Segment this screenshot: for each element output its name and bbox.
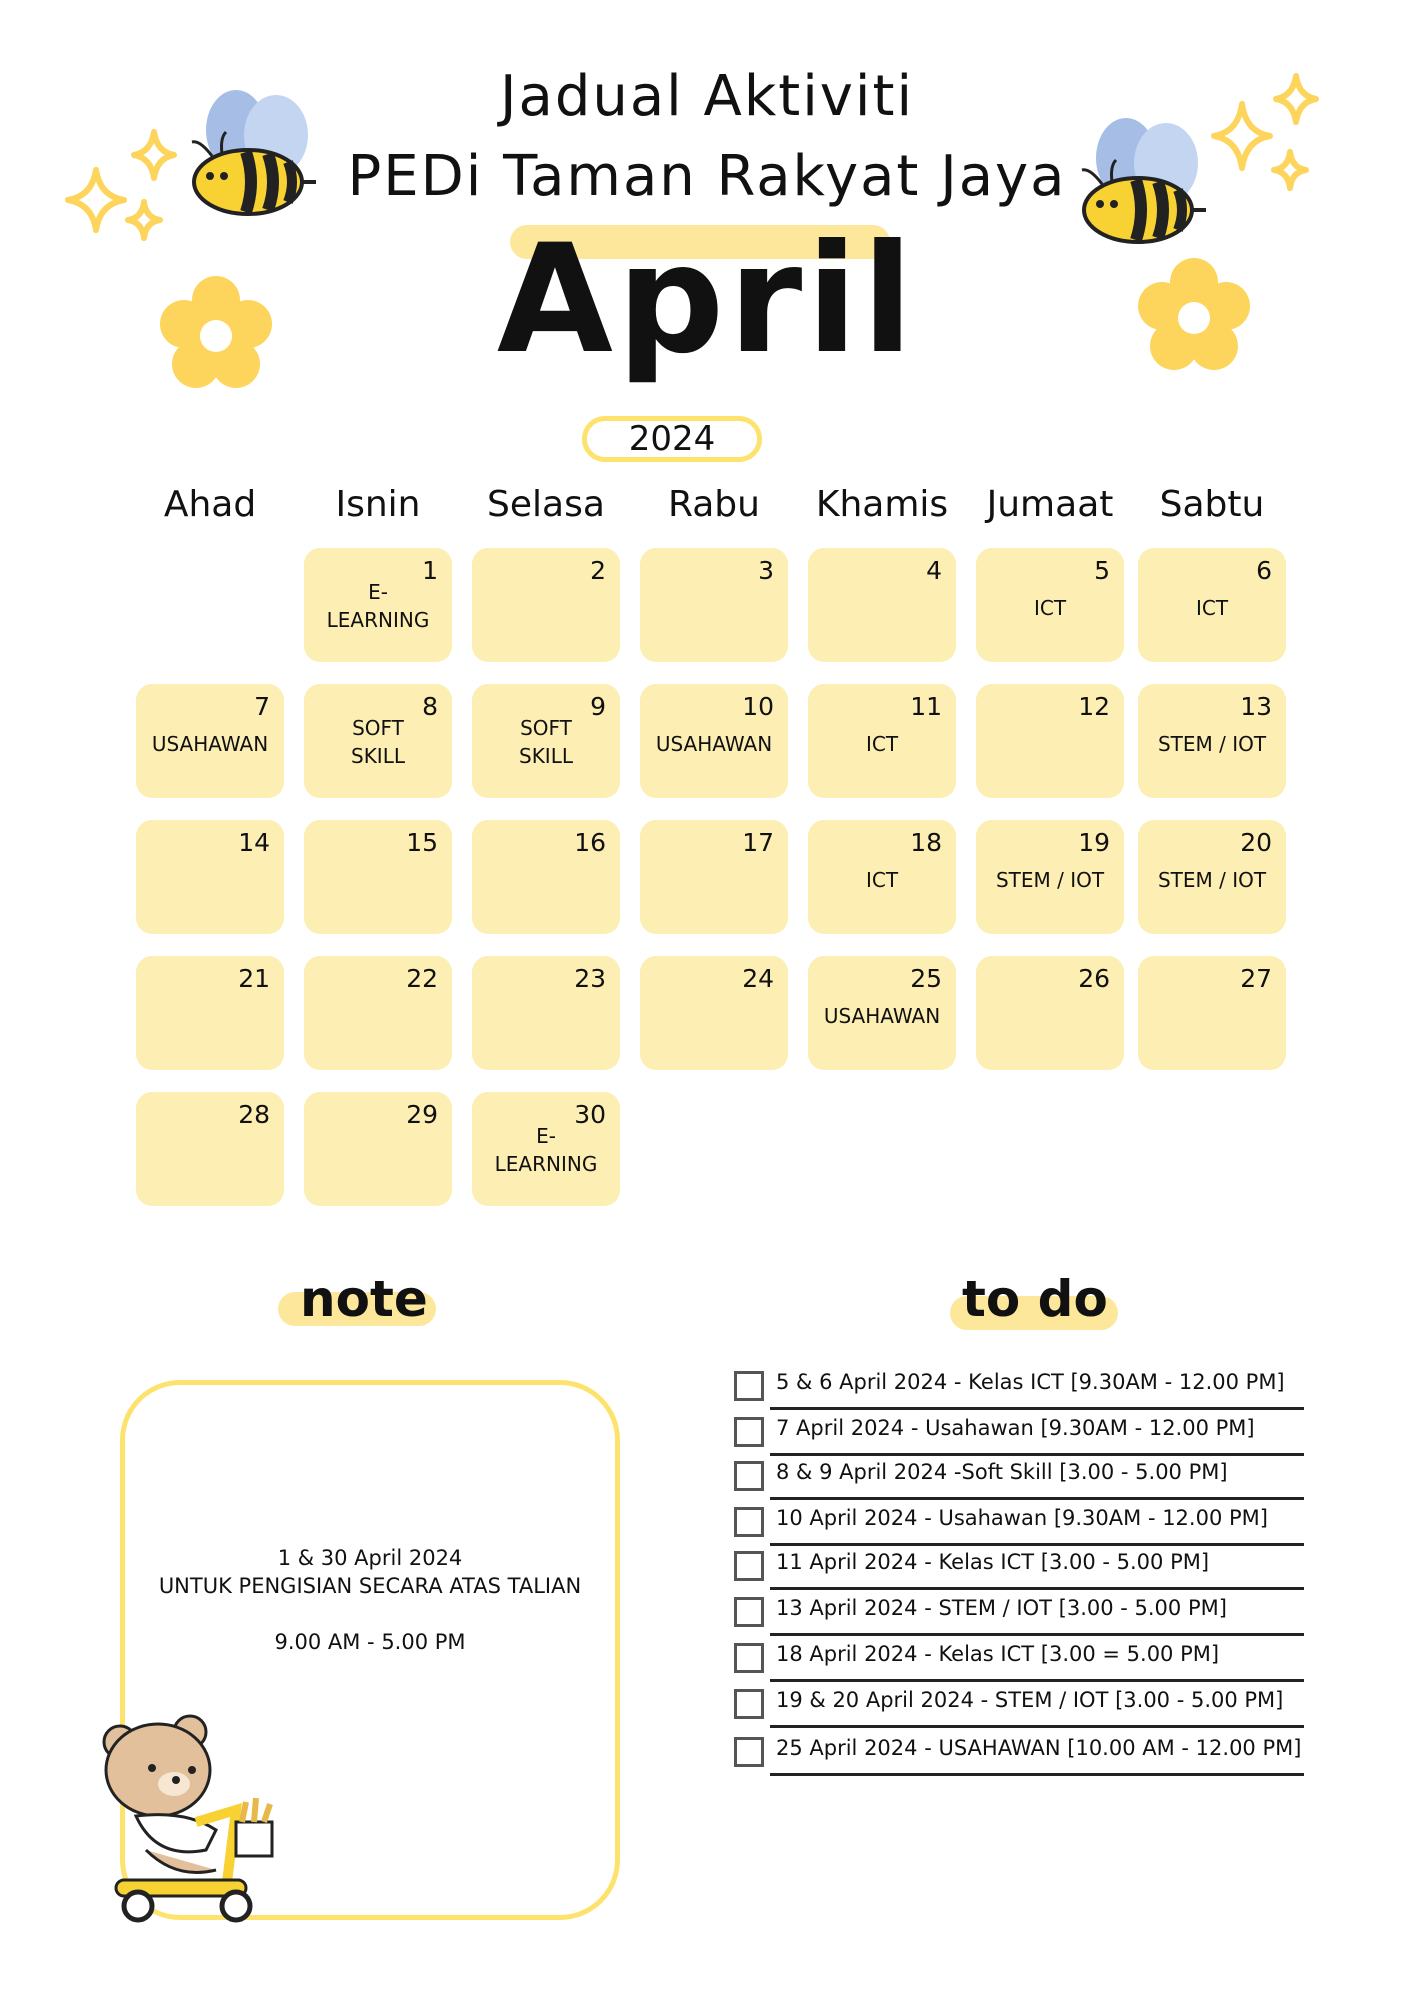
todo-item xyxy=(734,1636,1304,1682)
todo-text: 7 April 2024 - Usahawan [9.30AM - 12.00 PM] xyxy=(776,1416,1255,1440)
day-number: 19 xyxy=(1078,828,1110,857)
todo-item xyxy=(734,1590,1304,1636)
todo-item xyxy=(734,1364,1304,1410)
todo-checkbox[interactable] xyxy=(734,1461,764,1491)
todo-text: 10 April 2024 - Usahawan [9.30AM - 12.00 PM] xyxy=(776,1506,1268,1530)
day-number: 2 xyxy=(590,556,606,585)
weekday-label: Jumaat xyxy=(986,484,1114,525)
calendar-day-cell xyxy=(976,684,1124,798)
todo-checkbox[interactable] xyxy=(734,1643,764,1673)
day-number: 30 xyxy=(574,1100,606,1129)
calendar-day-cell xyxy=(304,548,452,662)
day-number: 15 xyxy=(406,828,438,857)
activity-line: E- xyxy=(536,1124,556,1148)
day-number: 28 xyxy=(238,1100,270,1129)
activity-line: ICT xyxy=(1033,596,1067,620)
calendar-day-cell xyxy=(472,684,620,798)
day-number: 18 xyxy=(910,828,942,857)
calendar-day-cell xyxy=(136,956,284,1070)
calendar-day-cell xyxy=(1138,548,1286,662)
day-number: 6 xyxy=(1256,556,1272,585)
calendar-day-cell xyxy=(136,684,284,798)
note-line-2: UNTUK PENGISIAN SECARA ATAS TALIAN xyxy=(158,1574,582,1598)
calendar-day-cell xyxy=(1138,684,1286,798)
calendar-day-cell xyxy=(640,956,788,1070)
weekday-label: Selasa xyxy=(487,484,605,525)
day-number: 22 xyxy=(406,964,438,993)
activity-line: ICT xyxy=(865,732,899,756)
day-number: 23 xyxy=(574,964,606,993)
todo-checkbox[interactable] xyxy=(734,1371,764,1401)
weekday-label: Ahad xyxy=(163,484,257,525)
weekday-label: Khamis xyxy=(815,484,949,525)
activity-line: USAHAWAN xyxy=(823,1004,941,1028)
calendar-day-cell xyxy=(1138,820,1286,934)
activity-line: SOFT xyxy=(520,716,572,740)
day-number: 26 xyxy=(1078,964,1110,993)
todo-text: 5 & 6 April 2024 - Kelas ICT [9.30AM - 12.00 PM] xyxy=(776,1370,1285,1394)
calendar-day-cell xyxy=(640,684,788,798)
calendar-day-cell xyxy=(304,1092,452,1206)
day-activity xyxy=(1138,866,1286,894)
calendar-day-cell xyxy=(976,820,1124,934)
activity-line: LEARNING xyxy=(326,608,430,632)
activity-line: STEM / IOT xyxy=(1157,732,1267,756)
calendar-day-cell xyxy=(136,820,284,934)
activity-line: ICT xyxy=(1195,596,1229,620)
todo-checkbox[interactable] xyxy=(734,1551,764,1581)
day-activity xyxy=(136,730,284,758)
todo-item xyxy=(734,1454,1304,1500)
calendar-day-cell xyxy=(304,956,452,1070)
calendar-day-cell xyxy=(1138,956,1286,1070)
calendar-day-cell xyxy=(808,820,956,934)
todo-item xyxy=(734,1682,1304,1728)
day-number: 7 xyxy=(254,692,270,721)
day-number: 10 xyxy=(742,692,774,721)
day-number: 12 xyxy=(1078,692,1110,721)
day-activity xyxy=(1138,594,1286,622)
todo-item xyxy=(734,1544,1304,1590)
activity-line: LEARNING xyxy=(494,1152,598,1176)
activity-line: SOFT xyxy=(352,716,404,740)
todo-text: 8 & 9 April 2024 -Soft Skill [3.00 - 5.00 PM] xyxy=(776,1460,1228,1484)
weekday-label: Sabtu xyxy=(1159,484,1265,525)
title-line-2: PEDi Taman Rakyat Jaya xyxy=(347,144,1067,209)
calendar-day-cell xyxy=(808,956,956,1070)
activity-line: SKILL xyxy=(519,744,573,768)
day-activity xyxy=(472,714,620,770)
day-number: 13 xyxy=(1240,692,1272,721)
bear-scooter-icon xyxy=(96,1710,296,1930)
activity-line: STEM / IOT xyxy=(1157,868,1267,892)
day-number: 17 xyxy=(742,828,774,857)
todo-text: 19 & 20 April 2024 - STEM / IOT [3.00 - 5.00 PM] xyxy=(776,1688,1284,1712)
day-number: 24 xyxy=(742,964,774,993)
day-number: 4 xyxy=(926,556,942,585)
day-number: 3 xyxy=(758,556,774,585)
calendar-day-cell xyxy=(304,684,452,798)
day-activity xyxy=(976,866,1124,894)
activity-line: E- xyxy=(368,580,388,604)
todo-underline xyxy=(770,1773,1304,1776)
calendar-day-cell xyxy=(472,1092,620,1206)
calendar-day-cell xyxy=(976,956,1124,1070)
todo-checkbox[interactable] xyxy=(734,1507,764,1537)
day-activity xyxy=(304,578,452,634)
day-number: 8 xyxy=(422,692,438,721)
day-number: 16 xyxy=(574,828,606,857)
day-activity xyxy=(808,866,956,894)
note-line-3: 9.00 AM - 5.00 PM xyxy=(274,1630,466,1654)
activity-line: STEM / IOT xyxy=(995,868,1105,892)
day-number: 1 xyxy=(422,556,438,585)
title-line-1: Jadual Aktiviti xyxy=(499,64,914,129)
day-number: 11 xyxy=(910,692,942,721)
note-title: note xyxy=(300,1270,428,1328)
todo-underline xyxy=(770,1725,1304,1728)
activity-line: SKILL xyxy=(351,744,405,768)
todo-item xyxy=(734,1500,1304,1546)
day-number: 5 xyxy=(1094,556,1110,585)
day-activity xyxy=(808,1002,956,1030)
day-activity xyxy=(640,730,788,758)
calendar-day-cell xyxy=(472,548,620,662)
day-activity xyxy=(808,730,956,758)
todo-text: 13 April 2024 - STEM / IOT [3.00 - 5.00 PM] xyxy=(776,1596,1227,1620)
activity-line: USAHAWAN xyxy=(655,732,773,756)
day-number: 20 xyxy=(1240,828,1272,857)
calendar-day-cell xyxy=(640,548,788,662)
year-badge: 2024 xyxy=(582,416,762,462)
day-activity xyxy=(976,594,1124,622)
weekday-label: Rabu xyxy=(668,484,760,525)
todo-checkbox[interactable] xyxy=(734,1689,764,1719)
todo-checkbox[interactable] xyxy=(734,1737,764,1767)
activity-line: ICT xyxy=(865,868,899,892)
month-title: April xyxy=(496,213,918,387)
calendar-day-cell xyxy=(640,820,788,934)
day-activity xyxy=(1138,730,1286,758)
calendar-day-cell xyxy=(808,548,956,662)
todo-item xyxy=(734,1410,1304,1456)
day-activity xyxy=(304,714,452,770)
day-number: 27 xyxy=(1240,964,1272,993)
day-number: 25 xyxy=(910,964,942,993)
calendar-day-cell xyxy=(808,684,956,798)
weekday-label: Isnin xyxy=(335,484,421,525)
activity-line: USAHAWAN xyxy=(151,732,269,756)
todo-title: to do xyxy=(962,1270,1108,1328)
todo-checkbox[interactable] xyxy=(734,1417,764,1447)
todo-text: 11 April 2024 - Kelas ICT [3.00 - 5.00 PM] xyxy=(776,1550,1210,1574)
todo-text: 18 April 2024 - Kelas ICT [3.00 = 5.00 PM] xyxy=(776,1642,1220,1666)
day-number: 9 xyxy=(590,692,606,721)
calendar-day-cell xyxy=(472,820,620,934)
calendar-day-cell xyxy=(304,820,452,934)
calendar-day-cell xyxy=(472,956,620,1070)
day-number: 14 xyxy=(238,828,270,857)
todo-checkbox[interactable] xyxy=(734,1597,764,1627)
day-number: 29 xyxy=(406,1100,438,1129)
note-line-1: 1 & 30 April 2024 xyxy=(277,1546,463,1570)
todo-item xyxy=(734,1730,1304,1776)
todo-text: 25 April 2024 - USAHAWAN [10.00 AM - 12.00 PM] xyxy=(776,1736,1302,1760)
day-number: 21 xyxy=(238,964,270,993)
calendar-day-cell xyxy=(976,548,1124,662)
day-activity xyxy=(472,1122,620,1178)
calendar-day-cell xyxy=(136,1092,284,1206)
